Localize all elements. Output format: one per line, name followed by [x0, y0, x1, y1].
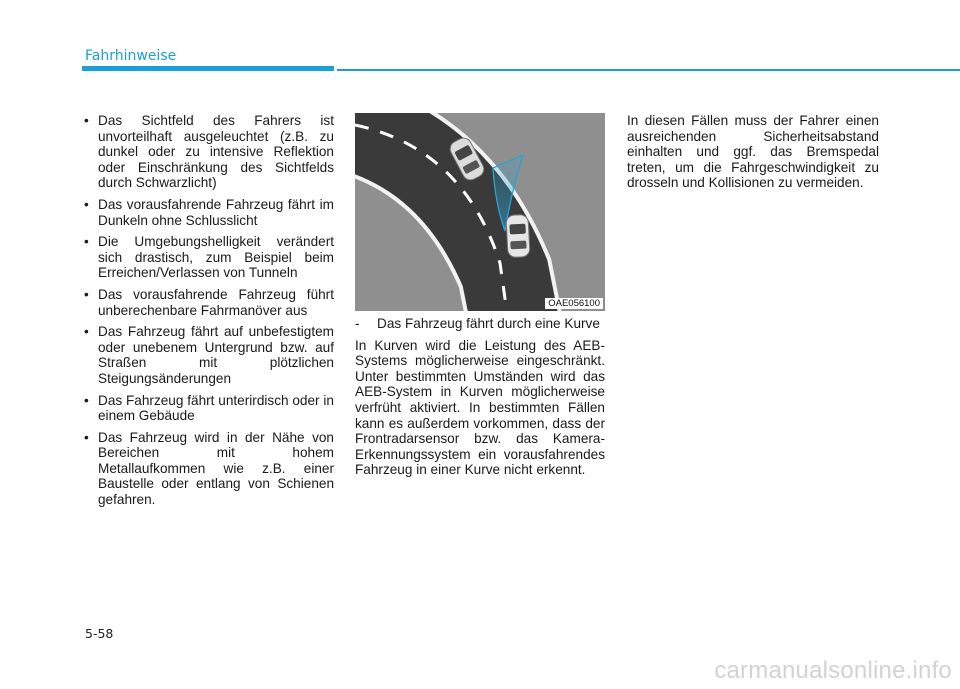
condition-list [76, 113, 334, 508]
list-item-text: Das Fahrzeug fährt auf unbefestigtem oder unebenem Untergrund bzw. auf Straßen mit plötzlichen Steigungsänderungen [98, 324, 334, 386]
left-column [76, 113, 334, 514]
dash-item-text: Das Fahrzeug fährt durch eine Kurve [377, 316, 600, 331]
list-item [76, 234, 334, 281]
dash-item [355, 316, 605, 332]
list-item [76, 113, 334, 191]
advice-paragraph: In diesen Fällen muss der Fahrer einen ausreichenden Sicherheitsabstand einhalten und ggf. das Bremspedal treten, um die Fahrgeschwindigkeit zu drosseln und Kollisionen zu vermeiden. [627, 113, 879, 191]
list-item-text: Das Fahrzeug wird in der Nähe von Bereichen mit hohem Metallaufkommen wie z.B. einer Baustelle oder entlang von Schienen gefahren. [98, 429, 334, 508]
watermark: carmanualsonline.info [714, 657, 952, 684]
list-item [76, 197, 334, 228]
list-item [76, 324, 334, 386]
page-number: 5-58 [85, 626, 114, 641]
header-rule-thin [337, 69, 960, 71]
header-rule-thick [82, 66, 334, 71]
bullet-icon: • [84, 234, 89, 250]
own-vehicle [506, 214, 530, 257]
curve-road-diagram [355, 113, 605, 311]
list-item [76, 287, 334, 318]
section-title: Fahrhinweise [85, 48, 177, 64]
curve-illustration [355, 113, 605, 311]
list-item-text: Das Fahrzeug fährt unterirdisch oder in einem Gebäude [98, 392, 334, 424]
bullet-icon: • [84, 324, 89, 340]
curve-paragraph: In Kurven wird die Leistung des AEB-Systems möglicherweise eingeschränkt. Unter bestimmten Umständen wird das AEB-System in Kurven möglicherweise verfrüht aktiviert. In bestimmten Fällen kann es außerdem vorkommen, dass der Frontradarsensor bzw. das Kamera-Erkennungssystem ein vorausfahrendes Fahrzeug in einer Kurve nicht erkennt. [355, 337, 605, 478]
bullet-icon: • [84, 429, 89, 445]
figure-code: OAE056100 [545, 298, 603, 309]
dash-icon: - [355, 316, 360, 331]
list-item [76, 393, 334, 424]
bullet-icon: • [84, 392, 89, 408]
list-item [76, 430, 334, 508]
list-item-text: Das vorausfahrende Fahrzeug führt unberechenbare Fahrmanöver aus [98, 286, 334, 318]
middle-column [355, 316, 605, 484]
right-column [627, 113, 879, 197]
list-item-text: Das vorausfahrende Fahrzeug fährt im Dunkeln ohne Schlusslicht [98, 196, 334, 228]
bullet-icon: • [84, 113, 89, 128]
bullet-icon: • [84, 286, 89, 302]
list-item-text: Die Umgebungshelligkeit verändert sich drastisch, zum Beispiel beim Erreichen/Verlassen von Tunneln [98, 234, 334, 281]
bullet-icon: • [84, 196, 89, 212]
list-item-text: Das Sichtfeld des Fahrers ist unvorteilhaft ausgeleuchtet (z.B. zu dunkel oder zu intensive Reflektion oder Einschränkung des Sichtfelds durch Schwarzlicht) [98, 113, 334, 191]
